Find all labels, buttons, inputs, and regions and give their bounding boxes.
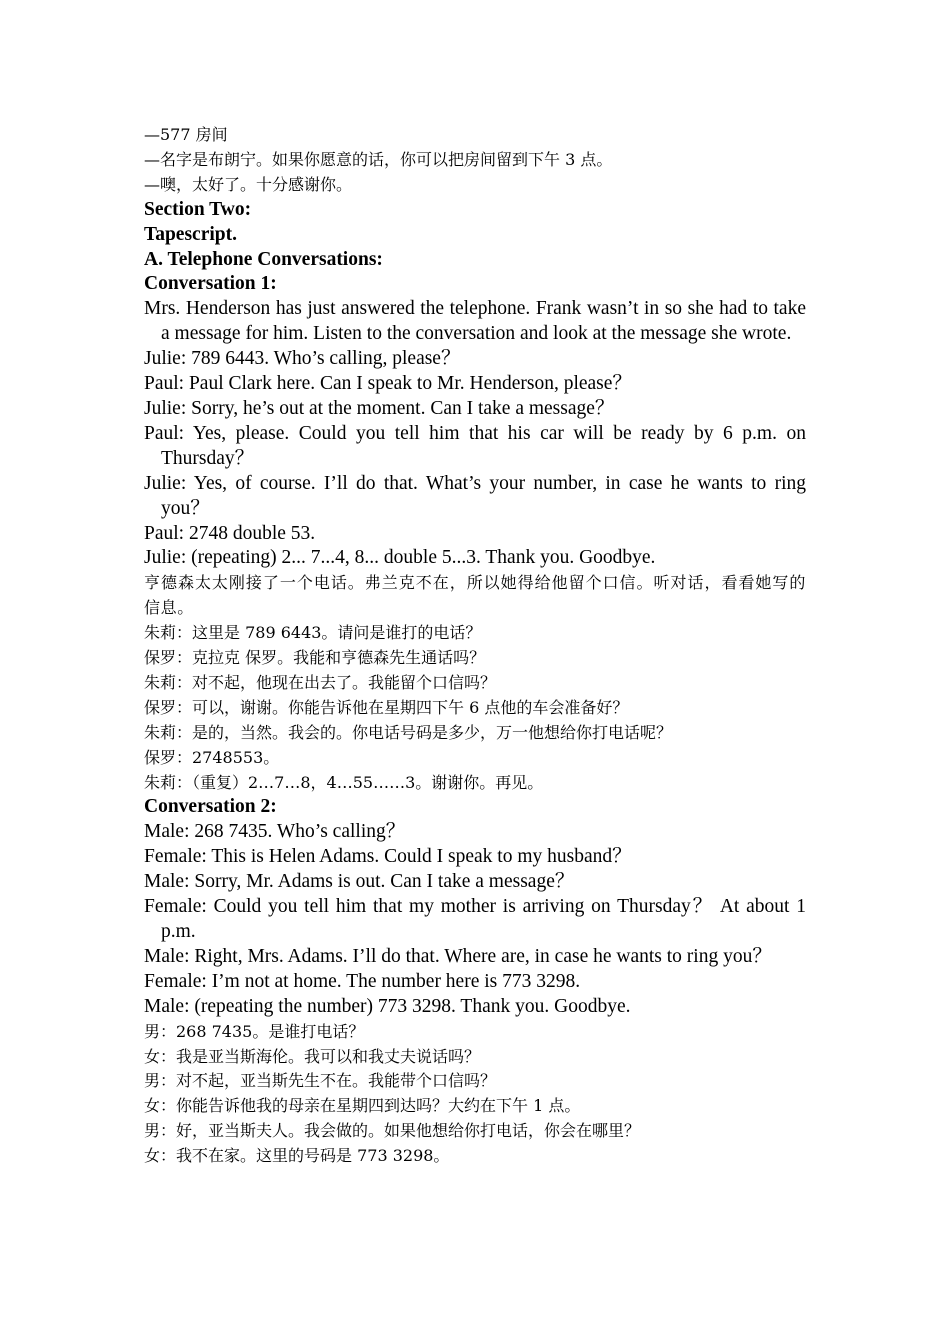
- conversation-2-line: Male: Sorry, Mr. Adams is out. Can I take a message？: [144, 871, 575, 893]
- conversation-1-line: Paul: Paul Clark here. Can I speak to Mr. Henderson, please？: [144, 373, 632, 395]
- conversation-1-line-zh: 保罗：克拉克 保罗。我能和亨德森先生通话吗？: [144, 648, 486, 668]
- intro-zh-line-3: —噢，太好了。十分感谢你。: [144, 174, 353, 194]
- conversation-2-line-zh: 男：对不起，亚当斯先生不在。我能带个口信吗？: [144, 1071, 497, 1091]
- conversation-2-line-zh: 女：我是亚当斯海伦。我可以和我丈夫说话吗？: [144, 1046, 481, 1066]
- conversation-1-line: Julie: 789 6443. Who’s calling, please？: [144, 348, 461, 370]
- part-a-heading: A. Telephone Conversations:: [144, 248, 383, 270]
- conversation-2-line: Female: This is Helen Adams. Could I speak to my husband？: [144, 846, 632, 868]
- conversation-1-line-zh: 保罗：2748553。: [144, 747, 280, 767]
- conversation-1-line: Paul: 2748 double 53.: [144, 522, 316, 544]
- conversation-1-intro-zh: 亨德森太太刚接了一个电话。弗兰克不在，所以她得给他留个口信。听对话，看看她写的信息。: [144, 573, 806, 618]
- conversation-1-line-zh: 朱莉：对不起，他现在出去了。我能留个口信吗？: [144, 672, 497, 692]
- conversation-1-intro: Mrs. Henderson has just answered the telephone. Frank wasn’t in so she had to take a message for him. Listen to the conversation and look at the message she wrote.: [144, 298, 806, 345]
- conversation-2-line-zh: 男：268 7435。是谁打电话？: [144, 1021, 365, 1041]
- conversation-2-line-zh: 女：我不在家。这里的号码是 773 3298。: [144, 1146, 450, 1166]
- conversation-2-line: Female: Could you tell him that my mother is arriving on Thursday？ At about 1 p.m.: [144, 896, 806, 942]
- conversation-2-line: Male: (repeating the number) 773 3298. Thank you. Goodbye.: [144, 995, 631, 1017]
- conversation-2-line-zh: 男：好，亚当斯夫人。我会做的。如果他想给你打电话，你会在哪里？: [144, 1121, 641, 1141]
- conversation-1-line-zh: 朱莉：这里是 789 6443。请问是谁打的电话？: [144, 623, 482, 643]
- intro-zh-line-1: —577 房间: [144, 125, 228, 144]
- conversation-2-title: Conversation 2:: [144, 796, 277, 818]
- intro-zh-line-2: —名字是布朗宁。如果你愿意的话，你可以把房间留到下午 3 点。: [144, 149, 613, 169]
- conversation-2-line: Male: 268 7435. Who’s calling？: [144, 821, 406, 843]
- conversation-1-line-zh: 朱莉：（重复）2…7…8，4…55……3。谢谢你。再见。: [144, 772, 544, 792]
- conversation-2-line: Male: Right, Mrs. Adams. I’ll do that. Where are, in case he wants to ring you？: [144, 945, 772, 967]
- conversation-2-line: Female: I’m not at home. The number here is 773 3298.: [144, 970, 581, 992]
- conversation-2-line-zh: 女：你能告诉他我的母亲在星期四到达吗？大约在下午 1 点。: [144, 1096, 581, 1116]
- conversation-1-line: Julie: Yes, of course. I’ll do that. What’s your number, in case he wants to ring you？: [144, 472, 806, 519]
- document-page: [144, 123, 806, 1169]
- conversation-1-line: Julie: (repeating) 2... 7...4, 8... double 5...3. Thank you. Goodbye.: [144, 547, 656, 569]
- conversation-1-title: Conversation 1:: [144, 273, 277, 295]
- tapescript-heading: Tapescript.: [144, 223, 237, 245]
- conversation-1-line: Julie: Sorry, he’s out at the moment. Can I take a message？: [144, 397, 615, 419]
- conversation-1-line-zh: 朱莉：是的，当然。我会的。你电话号码是多少，万一他想给你打电话呢？: [144, 722, 673, 742]
- conversation-1-line-zh: 保罗：可以，谢谢。你能告诉他在星期四下午 6 点他的车会准备好？: [144, 697, 629, 717]
- section-heading: Section Two:: [144, 198, 252, 220]
- conversation-1-line: Paul: Yes, please. Could you tell him that his car will be ready by 6 p.m. on Thursday？: [144, 422, 806, 469]
